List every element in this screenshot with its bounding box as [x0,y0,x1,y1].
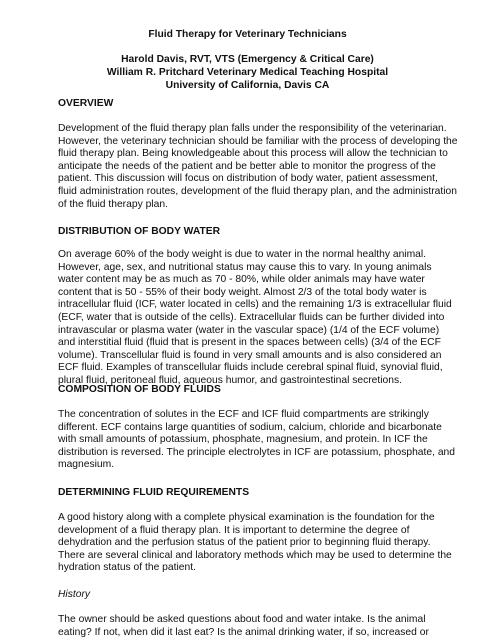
paragraph-line: magnesium. [58,459,115,471]
paragraph-line: There are several clinical and laboratory methods which may be used to determine the [58,549,452,561]
paragraph-line: intracellular fluid (ICF, water located in cells) and the remaining 1/3 is extracellular fluid [58,299,452,311]
paragraph-line: content that is 50 - 55% of their body weight. Almost 2/3 of the total body water is [58,286,427,298]
paragraph-line: with small amounts of potassium, phosphate, magnesium, and protein. In ICF the [58,434,428,446]
paragraph-line: On average 60% of the body weight is due to water in the normal healthy animal. [58,249,427,260]
paragraph-line: different. ECF contains large quantities of sodium, calcium, chloride and bicarbonate [58,421,442,433]
paragraph-line: and interstitial fluid (fluid that is present in the spaces between cells) (3/4 of the ECF [58,337,441,349]
distribution-paragraph [58,249,495,388]
composition-heading: COMPOSITION OF BODY FLUIDS [58,384,221,395]
document-title: Fluid Therapy for Veterinary Technicians [148,29,347,40]
paragraph-line: The owner should be asked questions about food and water intake. Is the animal [58,614,426,625]
paragraph-line: However, age, sex, and nutritional status may cause this to vary. In young animals [58,261,432,273]
distribution-heading: DISTRIBUTION OF BODY WATER [58,226,221,237]
history-subheading: History [58,589,91,600]
paragraph-line: development of a fluid therapy plan. It is important to determine the degree of [58,524,410,536]
institution-line: William R. Pritchard Veterinary Medical Teaching Hospital [106,67,389,78]
paragraph-line: The concentration of solutes in the ECF and ICF fluid compartments are strikingly [58,409,429,420]
paragraph-line: A good history along with a complete physical examination is the foundation for the [58,512,435,523]
paragraph-line: anticipate the needs of the patient and be better able to monitor the progress of the [58,160,436,172]
composition-paragraph [58,409,495,472]
requirements-paragraph [58,512,495,575]
paragraph-line: (ECF, water that is outside of the cells). Extracellular fluids can be further divided into [58,311,445,323]
paragraph-line: of the fluid therapy plan. [58,198,168,210]
overview-heading: OVERVIEW [58,98,114,109]
paragraph-line: patient. This discussion will focus on distribution of body water, patient assessment, [58,173,438,185]
paragraph-line: fluid therapy plan. Being knowledgeable about this process will allow the technician to [58,148,448,160]
paragraph-line: hydration status of the patient. [58,562,196,574]
paragraph-line: However, the veterinary technician should be familiar with the process of developing the [58,135,458,147]
requirements-heading: DETERMINING FLUID REQUIREMENTS [58,487,250,498]
history-paragraph [58,614,495,639]
paragraph-line: dehydration and the perfusion status of the patient prior to beginning fluid therapy. [58,537,431,549]
university-line: University of California, Davis CA [165,80,330,91]
paragraph-line: water content may be as much as 70 - 80%, while older animals may have water [58,274,425,286]
paragraph-line: ECF fluid. Examples of transcellular fluids include cerebral spinal fluid, synovial fluid, [58,362,443,374]
paragraph-line: volume). Transcellular fluid is found in very small amounts and is also considered an [58,349,442,361]
author-line: Harold Davis, RVT, VTS (Emergency & Critical Care) [121,54,374,65]
overview-paragraph [58,123,495,211]
paragraph-line: distribution is reversed. The principle electrolytes in ICF are potassium, phosphate, and [58,446,456,458]
paragraph-line: eating? If not, when did it last eat? Is the animal drinking water, if so, increased or [58,626,429,638]
paragraph-line: plural fluid, peritoneal fluid, aqueous humor, and gastrointestinal secretions. [58,374,403,386]
paragraph-line: intravascular or plasma water (water in the vascular space) (1/4 of the ECF volume) [58,324,440,336]
paragraph-line: fluid administration routes, development of the fluid therapy plan, and the administration [58,185,457,197]
paragraph-line: Development of the fluid therapy plan falls under the responsibility of the veterinarian. [58,123,447,134]
